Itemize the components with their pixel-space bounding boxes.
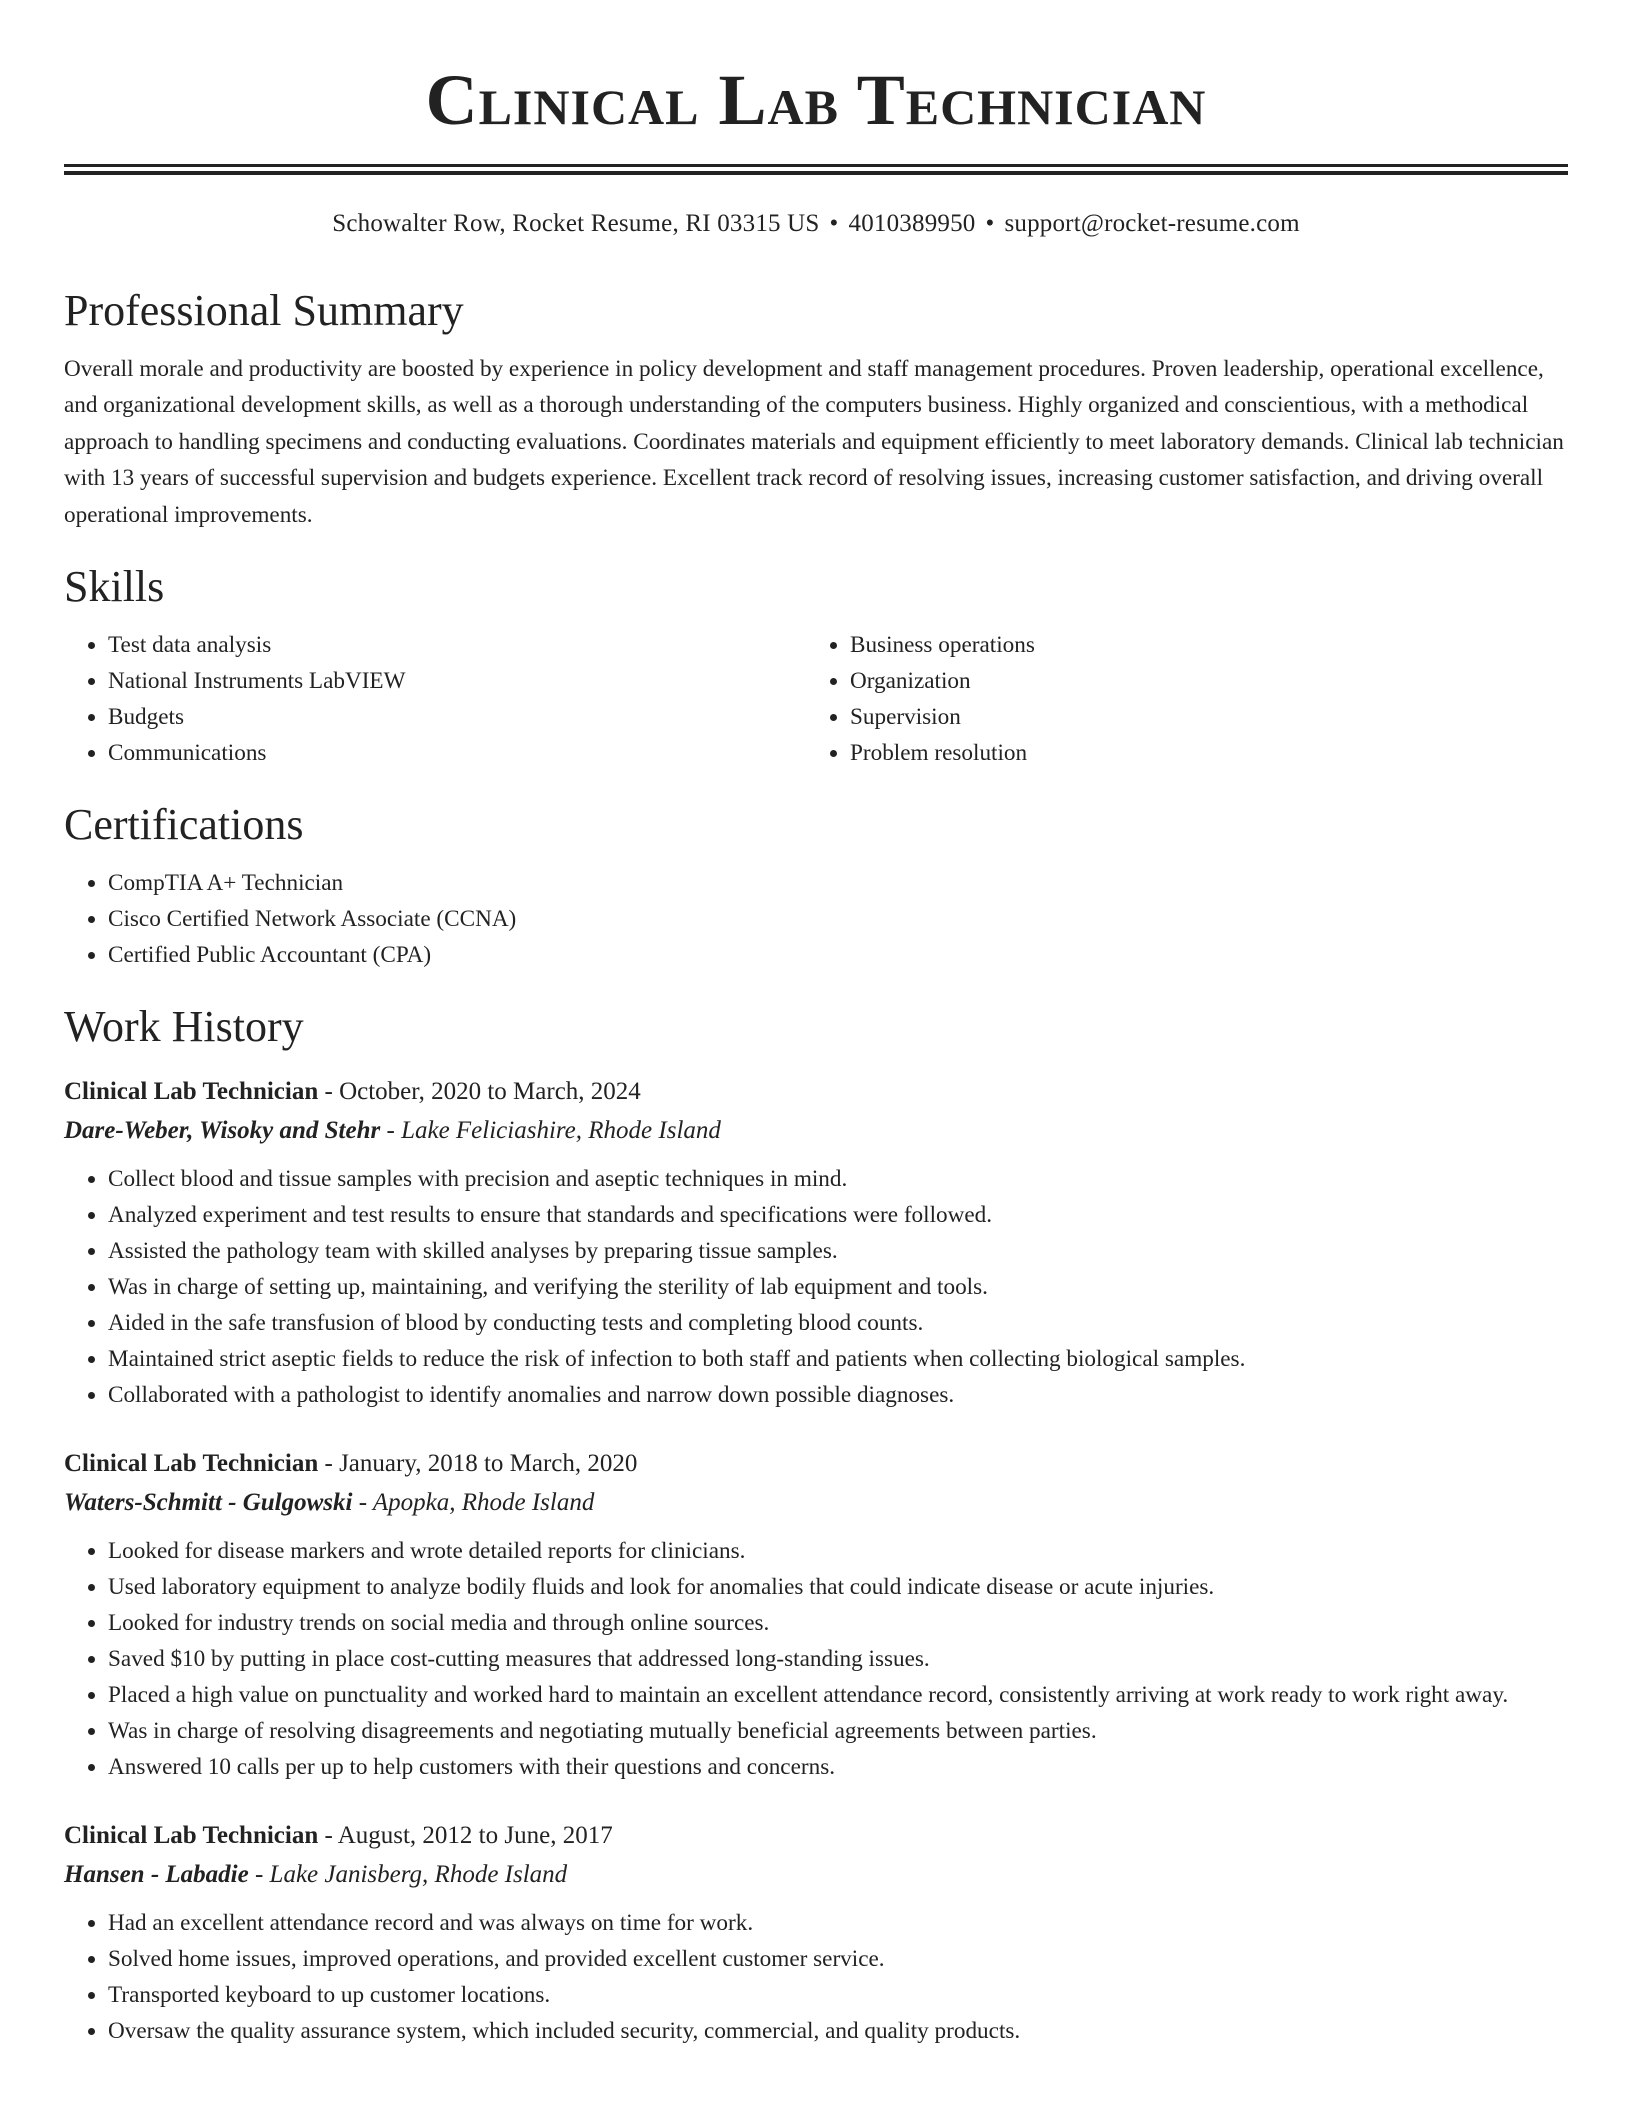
- job-role: Clinical Lab Technician: [64, 1450, 319, 1478]
- job-company: Waters-Schmitt - Gulgowski: [64, 1489, 353, 1517]
- job-dash: -: [352, 1489, 373, 1517]
- job-dates: August, 2012 to June, 2017: [337, 1822, 613, 1850]
- skill-item: • Budgets: [108, 699, 806, 735]
- certification-item: • Cisco Certified Network Associate (CCNA): [108, 901, 1568, 937]
- skill-item: • National Instruments LabVIEW: [108, 663, 806, 699]
- job-entry: [64, 1073, 1568, 1413]
- job-title-line: [64, 1817, 1568, 1855]
- job-dash: -: [248, 1861, 270, 1889]
- job-bullets: [64, 1533, 1568, 1785]
- skill-item: • Organization: [850, 663, 1548, 699]
- job-bullets: [64, 1161, 1568, 1413]
- job-dash: -: [318, 1078, 340, 1106]
- job-title-line: [64, 1073, 1568, 1111]
- job-role: Clinical Lab Technician: [64, 1078, 319, 1106]
- job-location: Apopka, Rhode Island: [372, 1489, 595, 1517]
- job-bullet: • Collect blood and tissue samples with precision and aseptic techniques in mind.: [108, 1161, 1568, 1197]
- job-title-line: [64, 1445, 1568, 1483]
- contact-separator: •: [985, 210, 995, 237]
- job-company-line: [64, 1855, 1568, 1895]
- job-bullet: • Was in charge of setting up, maintaining, and verifying the sterility of lab equipment and tools.: [108, 1269, 1568, 1305]
- job-bullet: • Collaborated with a pathologist to identify anomalies and narrow down possible diagnoses.: [108, 1377, 1568, 1413]
- job-location: Lake Janisberg, Rhode Island: [269, 1861, 568, 1889]
- job-bullet: • Assisted the pathology team with skilled analyses by preparing tissue samples.: [108, 1233, 1568, 1269]
- job-bullet: • Placed a high value on punctuality and worked hard to maintain an excellent attendance record, consistently arriving at work ready to work right away.: [108, 1677, 1568, 1713]
- job-bullet: • Was in charge of resolving disagreements and negotiating mutually beneficial agreements between parties.: [108, 1713, 1568, 1749]
- job-dates: January, 2018 to March, 2020: [339, 1450, 638, 1478]
- section-heading-skills: Skills: [64, 562, 165, 612]
- resume-title: Clinical Lab Technician: [425, 60, 1207, 140]
- job-bullet: • Oversaw the quality assurance system, which included security, commercial, and quality products.: [108, 2013, 1568, 2049]
- certification-item: • CompTIA A+ Technician: [108, 865, 1568, 901]
- job-bullet: • Analyzed experiment and test results to ensure that standards and specifications were followed.: [108, 1197, 1568, 1233]
- section-heading-summary: Professional Summary: [64, 286, 464, 335]
- skill-item: • Communications: [108, 735, 806, 771]
- certification-item: • Certified Public Accountant (CPA): [108, 937, 1568, 973]
- job-company-line: [64, 1483, 1568, 1523]
- section-heading-work-history: Work History: [64, 1002, 304, 1052]
- job-bullet: • Had an excellent attendance record and was always on time for work.: [108, 1905, 1568, 1941]
- contact-phone: 4010389950: [848, 210, 976, 237]
- job-company: Dare-Weber, Wisoky and Stehr: [64, 1117, 381, 1145]
- job-bullet: • Used laboratory equipment to analyze bodily fluids and look for anomalies that could indicate disease or acute injuries.: [108, 1569, 1568, 1605]
- job-location: Lake Feliciashire, Rhode Island: [401, 1117, 721, 1145]
- contact-address: Schowalter Row, Rocket Resume, RI 03315 US: [332, 210, 820, 237]
- skill-item: • Problem resolution: [850, 735, 1548, 771]
- job-role: Clinical Lab Technician: [64, 1822, 319, 1850]
- certifications-list: [64, 865, 1568, 973]
- skill-item: • Test data analysis: [108, 627, 806, 663]
- job-dash: -: [380, 1117, 402, 1145]
- job-bullet: • Solved home issues, improved operations, and provided excellent customer service.: [108, 1941, 1568, 1977]
- job-bullet: • Aided in the safe transfusion of blood by conducting tests and completing blood counts.: [108, 1305, 1568, 1341]
- job-bullet: • Answered 10 calls per up to help customers with their questions and concerns.: [108, 1749, 1568, 1785]
- summary-paragraph: Overall morale and productivity are boosted by experience in policy development and staff management procedures. Proven leadership, operational excellence, and organizational development skills, as well as a thorough understanding of the computers business. Highly organized and conscientious, with a methodical approach to handling specimens and conducting evaluations. Coordinates materials and equipment efficiently to meet laboratory demands. Clinical lab technician with 13 years of successful supervision and budgets experience. Excellent track record of resolving issues, increasing customer satisfaction, and driving overall operational improvements.: [64, 356, 1564, 528]
- skills-columns: [64, 627, 1568, 771]
- skill-item: • Business operations: [850, 627, 1548, 663]
- job-dates: October, 2020 to March, 2024: [339, 1078, 641, 1106]
- job-entry: [64, 1445, 1568, 1785]
- job-company-line: [64, 1111, 1568, 1151]
- contact-separator: •: [829, 210, 839, 237]
- job-dash: -: [318, 1822, 338, 1850]
- job-bullet: • Transported keyboard to up customer locations.: [108, 1977, 1568, 2013]
- resume-page: [64, 0, 1568, 2049]
- job-bullet: • Looked for disease markers and wrote detailed reports for clinicians.: [108, 1533, 1568, 1569]
- section-heading-certifications: Certifications: [64, 800, 304, 850]
- job-bullets: [64, 1905, 1568, 2049]
- contact-line: [64, 207, 1568, 241]
- job-entry: [64, 1817, 1568, 2049]
- skills-list-left: [64, 627, 806, 771]
- skills-column-left: [64, 627, 806, 771]
- skill-item: • Supervision: [850, 699, 1548, 735]
- job-bullet: • Maintained strict aseptic fields to reduce the risk of infection to both staff and patients when collecting biological samples.: [108, 1341, 1568, 1377]
- job-bullet: • Looked for industry trends on social media and through online sources.: [108, 1605, 1568, 1641]
- title-double-rule: [64, 164, 1568, 175]
- skills-list-right: [806, 627, 1548, 771]
- job-bullet: • Saved $10 by putting in place cost-cutting measures that addressed long-standing issues.: [108, 1641, 1568, 1677]
- job-company: Hansen - Labadie: [64, 1861, 249, 1889]
- contact-email: support@rocket-resume.com: [1004, 210, 1300, 237]
- skills-column-right: [806, 627, 1548, 771]
- job-dash: -: [318, 1450, 340, 1478]
